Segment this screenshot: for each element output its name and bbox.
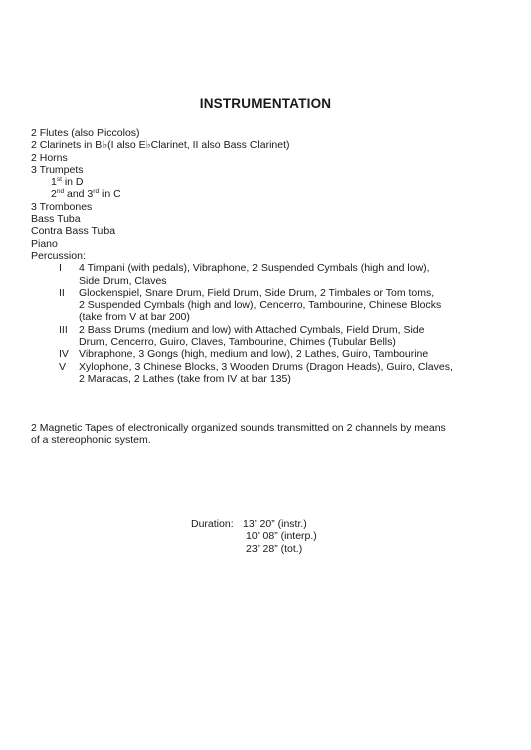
instrument-line: Piano — [31, 237, 58, 250]
percussion-part — [31, 262, 511, 287]
duration-value: 13’ 20” (instr.) — [243, 518, 307, 530]
tapes-line: 2 Magnetic Tapes of electronically organized sounds transmitted on 2 channels by means — [31, 422, 446, 434]
percussion-line: Glockenspiel, Snare Drum, Field Drum, Side Drum, 2 Timbales or Tom toms, — [79, 286, 435, 299]
percussion-numeral: IV — [59, 348, 69, 361]
percussion-numeral: II — [59, 286, 65, 299]
percussion-line: Side Drum, Claves — [79, 274, 167, 287]
instrument-line: 2 Horns — [31, 151, 68, 164]
percussion-line: Drum, Cencerro, Guiro, Claves, Tambourine, Chimes (Tubular Bells) — [79, 336, 396, 349]
instrument-line: 2 Flutes (also Piccolos) — [31, 127, 140, 139]
percussion-list — [31, 262, 511, 385]
duration-label: Duration: — [191, 518, 234, 530]
percussion-numeral: I — [59, 262, 62, 275]
instrumentation-list — [31, 127, 511, 385]
duration-value: 10’ 08” (interp.) — [246, 530, 317, 543]
trumpet-part: 1st in D — [51, 176, 84, 189]
instrument-line: 3 Trombones — [31, 200, 93, 213]
tapes-note — [31, 422, 511, 447]
instrument-line: 3 Trumpets — [31, 163, 84, 176]
percussion-line: Xylophone, 3 Chinese Blocks, 3 Wooden Drums (Dragon Heads), Guiro, Claves, — [79, 360, 453, 373]
instrument-line: Bass Tuba — [31, 213, 81, 226]
trumpet-part: 2nd and 3rd in C — [51, 188, 121, 201]
percussion-line: 4 Timpani (with pedals), Vibraphone, 2 Suspended Cymbals (high and low), — [79, 262, 430, 275]
percussion-part — [31, 361, 511, 386]
instrument-line: Contra Bass Tuba — [31, 225, 116, 238]
percussion-part — [31, 324, 511, 349]
duration-block — [191, 518, 317, 555]
percussion-line: 2 Suspended Cymbals (high and low), Cencerro, Tambourine, Chinese Blocks — [79, 299, 442, 312]
duration-value: 23’ 28” (tot.) — [246, 542, 303, 555]
percussion-heading: Percussion: — [31, 249, 86, 262]
percussion-numeral: III — [59, 323, 68, 336]
page-title: INSTRUMENTATION — [199, 96, 332, 111]
percussion-line: (take from V at bar 200) — [79, 311, 190, 324]
instrument-line: 2 Clarinets in B♭(I also E♭Clarinet, II also Bass Clarinet) — [31, 139, 290, 152]
percussion-part — [31, 348, 511, 360]
percussion-part — [31, 287, 511, 324]
percussion-line: 2 Bass Drums (medium and low) with Attached Cymbals, Field Drum, Side — [79, 323, 425, 336]
percussion-line: 2 Maracas, 2 Lathes (take from IV at bar 135) — [79, 372, 291, 385]
tapes-line: of a stereophonic system. — [31, 434, 151, 447]
percussion-numeral: V — [59, 360, 67, 373]
percussion-line: Vibraphone, 3 Gongs (high, medium and low), 2 Lathes, Guiro, Tambourine — [79, 348, 429, 361]
